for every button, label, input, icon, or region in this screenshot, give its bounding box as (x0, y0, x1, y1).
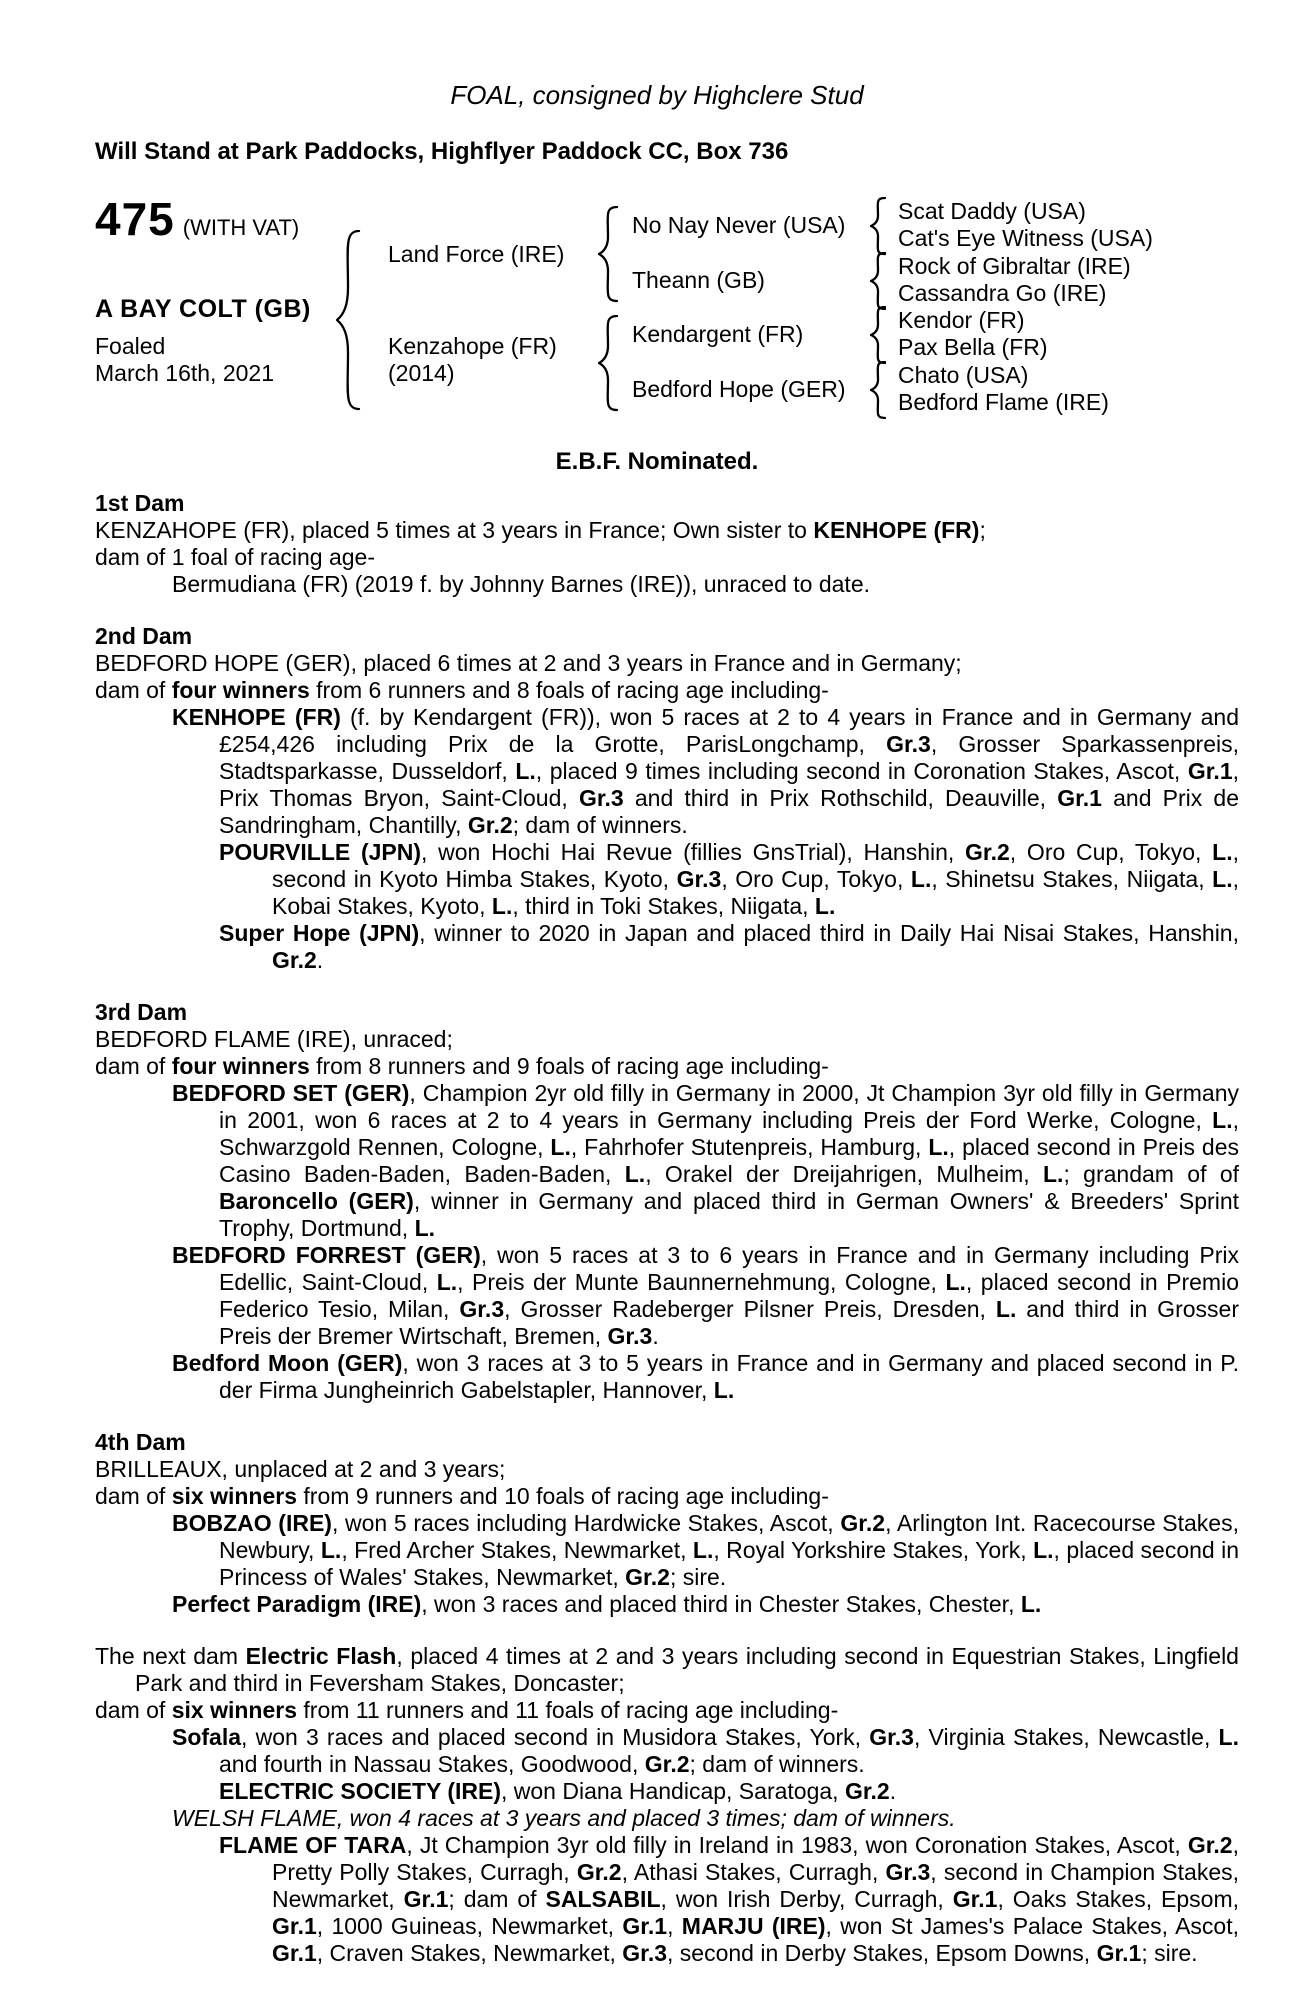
pedigree-table (0, 194, 1314, 432)
pedigree-note: BRILLEAUX, unplaced at 2 and 3 years; (95, 1456, 506, 1482)
grandparent-name: Theann (GB) (632, 267, 765, 293)
great-grandparent-name: Cat's Eye Witness (USA) (898, 225, 1153, 251)
great-grandparent-name: Cassandra Go (IRE) (898, 280, 1107, 306)
pedigree-note: POURVILLE (JPN), won Hochi Hai Revue (fillies GnsTrial), Hanshin, Gr.2, Oro Cup, Tokyo, L., second in Kyoto Himba Stakes, Kyoto, Gr.3, Oro Cup, Tokyo, L., Shinetsu Stakes, Niigata, L., Kobai Stakes, Kyoto, L., third in Toki Stakes, Niigata, L. (219, 839, 1240, 919)
pedigree-note: KENZAHOPE (FR), placed 5 times at 3 years in France; Own sister to KENHOPE (FR); (95, 517, 986, 543)
grandparent-name: Kendargent (FR) (632, 321, 804, 347)
vat-label: (WITH VAT) (182, 215, 300, 240)
pedigree-note: WELSH FLAME, won 4 races at 3 years and placed 3 times; dam of winners. (172, 1805, 956, 1831)
pedigree-note: BEDFORD SET (GER), Champion 2yr old filly in Germany in 2000, Jt Champion 3yr old filly in Germany in 2001, won 6 races at 2 to 4 years in Germany including Preis der Ford Werke, Cologne, L., Schwarzgold Rennen, Cologne, L., Fahrhofer Stutenpreis, Hamburg, L., placed second in Preis des Casino Baden-Baden, Baden-Baden, L., Orakel der Dreijahrigen, Mulheim, L.; grandam of of Baroncello (GER), winner in Germany and placed third in German Owners' & Breeders' Sprint Trophy, Dortmund, L. (172, 1080, 1240, 1241)
great-grandparent-name: Bedford Flame (IRE) (898, 389, 1109, 415)
pedigree-note: KENHOPE (FR) (f. by Kendargent (FR)), won 5 races at 2 to 4 years in France and in Germany and £254,426 including Prix de la Grotte, ParisLongchamp, Gr.3, Grosser Sparkassenpreis, Stadtsparkasse, Dusseldorf, L., placed 9 times including second in Coronation Stakes, Ascot, Gr.1, Prix Thomas Bryon, Saint-Cloud, Gr.3 and third in Prix Rothschild, Deauville, Gr.1 and Prix de Sandringham, Chantilly, Gr.2; dam of winners. (172, 704, 1240, 838)
dam-heading: 3rd Dam (95, 999, 188, 1025)
brace-icon (598, 206, 620, 304)
brace-icon (598, 315, 620, 413)
brace-icon (870, 361, 888, 421)
pedigree-note: Super Hope (JPN), winner to 2020 in Japan and placed third in Daily Hai Nisai Stakes, Hanshin, Gr.2. (219, 920, 1239, 973)
pedigree-note: dam of 1 foal of racing age- (95, 544, 375, 570)
brace-icon (870, 252, 888, 312)
ebf-nominated-line: E.B.F. Nominated. (555, 448, 759, 475)
foaled-label: Foaled (95, 333, 166, 359)
dam-sections (0, 490, 1314, 1967)
great-grandparent-name: Rock of Gibraltar (IRE) (898, 253, 1131, 279)
lot-number: 475 (95, 193, 175, 245)
pedigree-note: Sofala, won 3 races and placed second in Musidora Stakes, York, Gr.3, Virginia Stakes, Newcastle, L. and fourth in Nassau Stakes, Goodwood, Gr.2; dam of winners. (172, 1724, 1239, 1777)
pedigree-note: BEDFORD HOPE (GER), placed 6 times at 2 and 3 years in France and in Germany; (95, 650, 962, 676)
dam-section (95, 999, 1239, 1404)
pedigree-note: BEDFORD FLAME (IRE), unraced; (95, 1026, 453, 1052)
lot-block (95, 193, 300, 245)
brace-icon (870, 306, 888, 366)
pedigree-note: dam of four winners from 6 runners and 8 foals of racing age including- (95, 677, 829, 703)
pedigree-note: Bedford Moon (GER), won 3 races at 3 to 5 years in France and in Germany and placed second in P. der Firma Jungheinrich Gabelstapler, Hannover, L. (172, 1350, 1240, 1403)
pedigree-note: BOBZAO (IRE), won 5 races including Hardwicke Stakes, Ascot, Gr.2, Arlington Int. Racecourse Stakes, Newbury, L., Fred Archer Stakes, Newmarket, L., Royal Yorkshire Stakes, York, L., placed second in Princess of Wales' Stakes, Newmarket, Gr.2; sire. (172, 1510, 1240, 1590)
grandparent-name: Bedford Hope (GER) (632, 376, 846, 402)
pedigree-note: FLAME OF TARA, Jt Champion 3yr old filly in Ireland in 1983, won Coronation Stakes, Ascot, Gr.2, Pretty Polly Stakes, Curragh, Gr.2, Athasi Stakes, Curragh, Gr.3, second in Champion Stakes, Newmarket, Gr.1; dam of SALSABIL, won Irish Derby, Curragh, Gr.1, Oaks Stakes, Epsom, Gr.1, 1000 Guineas, Newmarket, Gr.1, MARJU (IRE), won St James's Palace Stakes, Ascot, Gr.1, Craven Stakes, Newmarket, Gr.3, second in Derby Stakes, Epsom Downs, Gr.1; sire. (219, 1832, 1240, 1966)
great-grandparent-name: Scat Daddy (USA) (898, 198, 1086, 224)
pedigree-note: The next dam Electric Flash, placed 4 times at 2 and 3 years including second in Equestrian Stakes, Lingfield Park and third in Feversham Stakes, Doncaster; (95, 1643, 1239, 1696)
dam-section (95, 490, 1239, 598)
brace-icon (336, 230, 362, 412)
dam-year: (2014) (388, 360, 455, 386)
foaled-date: March 16th, 2021 (95, 360, 275, 386)
dam-name: Kenzahope (FR) (388, 333, 557, 359)
dam-heading: 4th Dam (95, 1429, 186, 1455)
pedigree-note: dam of six winners from 9 runners and 10 foals of racing age including- (95, 1483, 829, 1509)
grandparent-name: No Nay Never (USA) (632, 212, 846, 238)
dam-heading: 1st Dam (95, 490, 185, 516)
dam-section (95, 1429, 1239, 1618)
pedigree-note: Bermudiana (FR) (2019 f. by Johnny Barnes (IRE)), unraced to date. (172, 571, 870, 597)
stand-line: Will Stand at Park Paddocks, Highflyer Paddock CC, Box 736 (95, 138, 789, 165)
sire-name: Land Force (IRE) (388, 241, 565, 267)
brace-icon (870, 197, 888, 257)
page-title: FOAL, consigned by Highclere Stud (450, 80, 864, 110)
great-grandparent-name: Kendor (FR) (898, 307, 1025, 333)
dam-section (95, 1643, 1239, 1967)
pedigree-note: BEDFORD FORREST (GER), won 5 races at 3 to 6 years in France and in Germany including Prix Edellic, Saint-Cloud, L., Preis der Munte Baunnernehmung, Cologne, L., placed second in Premio Federico Tesio, Milan, Gr.3, Grosser Radeberger Pilsner Preis, Dresden, L. and third in Grosser Preis der Bremer Wirtschaft, Bremen, Gr.3. (172, 1242, 1239, 1349)
pedigree-note: dam of four winners from 8 runners and 9 foals of racing age including- (95, 1053, 829, 1079)
great-grandparent-name: Chato (USA) (898, 362, 1029, 388)
pedigree-note: ELECTRIC SOCIETY (IRE), won Diana Handicap, Saratoga, Gr.2. (219, 1778, 897, 1804)
dam-heading: 2nd Dam (95, 623, 193, 649)
colt-description: A BAY COLT (GB) (95, 295, 311, 323)
great-grandparent-name: Pax Bella (FR) (898, 334, 1048, 360)
pedigree-note: dam of six winners from 11 runners and 11 foals of racing age including- (95, 1697, 839, 1723)
dam-section (95, 623, 1239, 974)
pedigree-note: Perfect Paradigm (IRE), won 3 races and placed third in Chester Stakes, Chester, L. (172, 1591, 1042, 1617)
